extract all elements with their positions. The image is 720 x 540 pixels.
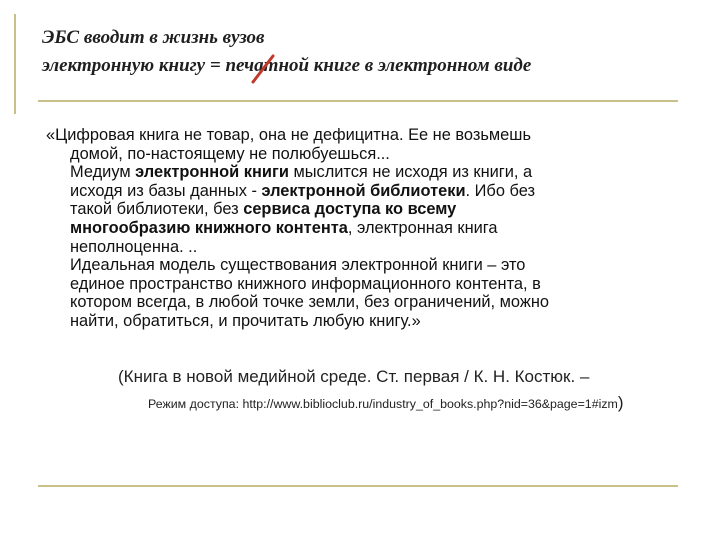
emphasis: сервиса доступа ко всему	[243, 200, 457, 219]
quote-line: «Цифровая книга не товар, она не дефицитна. Ее не возьмешь	[46, 126, 531, 144]
slide-title	[42, 24, 707, 80]
title-line-2-after: печатной книге в электронном виде	[225, 55, 532, 76]
emphasis: электронной книги	[135, 163, 289, 182]
quote-line: котором всегда, в любой точке земли, без ограничений, можно	[70, 293, 550, 312]
bottom-divider	[38, 485, 678, 487]
emphasis: многообразию книжного контента	[70, 218, 348, 237]
top-divider	[38, 100, 678, 102]
quote-line: многообразию книжного контента, электронная книга	[70, 218, 498, 237]
quote-block	[46, 126, 686, 331]
quote-line: исходя из базы данных - электронной библиотеки. Ибо без	[70, 181, 535, 200]
quote-line: домой, по-настоящему не полюбуешься...	[70, 144, 390, 163]
equals-sign: =	[209, 55, 221, 76]
quote-line: Идеальная модель существования электронной книги – это	[70, 256, 526, 275]
title-line-1: ЭБС вводит в жизнь вузов	[42, 27, 265, 48]
not-equal-strike-mark	[249, 54, 277, 84]
frame-left-rule	[14, 14, 16, 114]
citation-close-paren: )	[617, 393, 624, 412]
citation-line-2	[148, 393, 624, 413]
quote-line: неполноценна. ..	[70, 237, 198, 256]
emphasis: электронной библиотеки	[261, 181, 466, 200]
citation-url-text: Режим доступа: http://www.biblioclub.ru/industry_of_books.php?nid=36&page=1#izm	[148, 397, 618, 411]
quote-line: единое пространство книжного информационного контента, в	[70, 274, 541, 293]
title-line-2	[42, 52, 707, 80]
citation-line-1: (Книга в новой медийной среде. Ст. первая / К. Н. Костюк. –	[118, 367, 590, 386]
quote-line: такой библиотеки, без сервиса доступа ко всему	[70, 200, 457, 219]
quote-line: найти, обратиться, и прочитать любую книгу.»	[70, 311, 421, 330]
quote-line: Медиум электронной книги мыслится не исходя из книги, а	[70, 163, 533, 182]
title-line-2-before: электронную книгу	[42, 55, 206, 76]
